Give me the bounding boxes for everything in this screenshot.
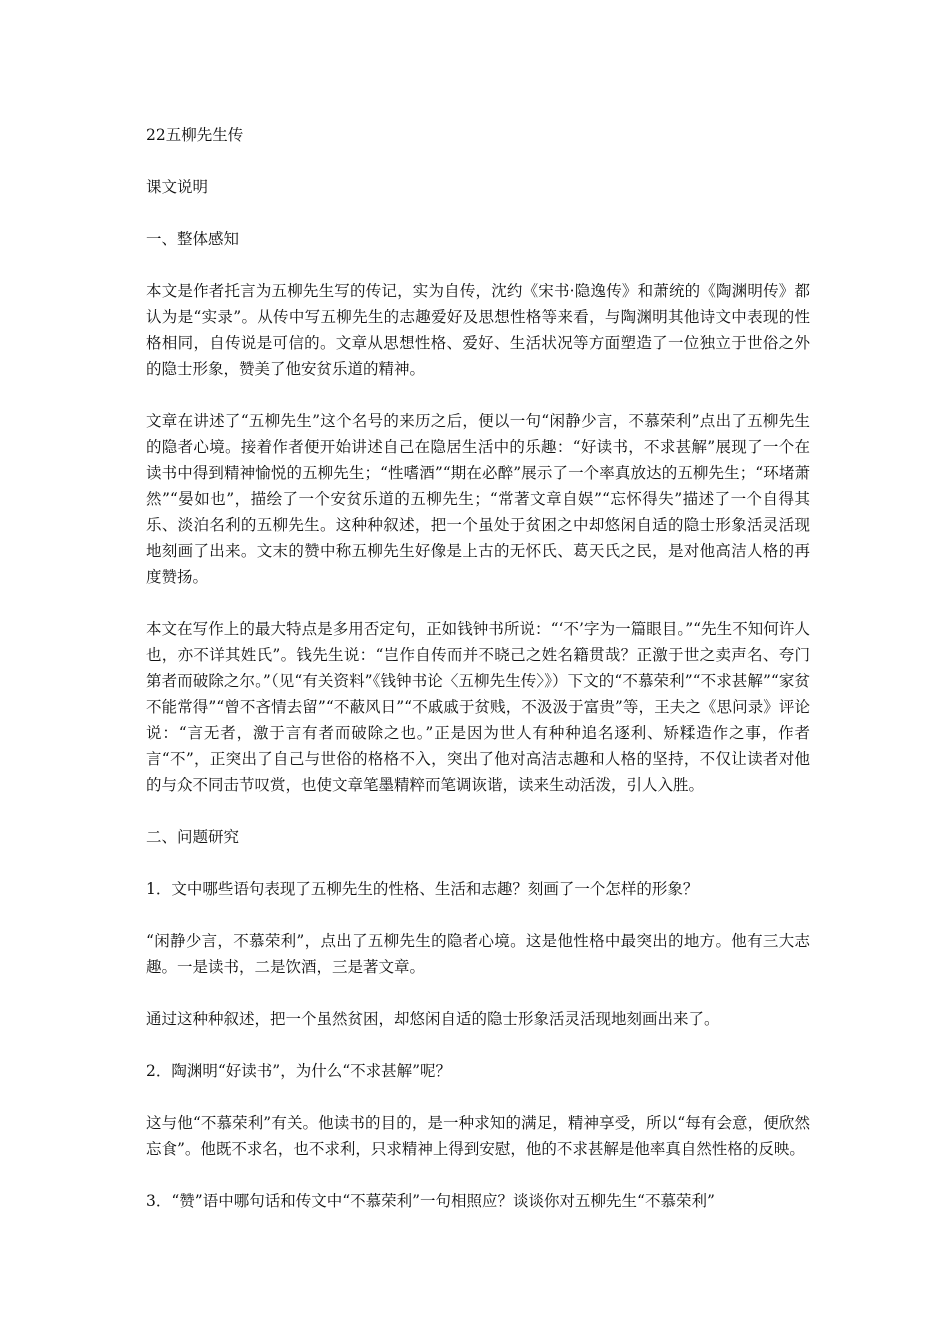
section-label: 课文说明 bbox=[146, 178, 209, 196]
paragraph: 文章在讲述了“五柳先生”这个名号的来历之后，便以一句“闲静少言，不慕荣利”点出了五柳先生的隐者心境。接着作者便开始讲述自己在隐居生活中的乐趣：“好读书，不求甚解”展现了一个在读书中得到精神愉悦的五柳先生；“性嗜酒”“期在必醉”展示了一个率真放达的五柳先生；“环堵萧然”“晏如也”，描绘了一个安贫乐道的五柳先生；“常著文章自娱”“忘怀得失”描述了一个自得其乐、淡泊名利的五柳先生。这种种叙述，把一个虽处于贫困之中却悠闲自适的隐士形象活灵活现地刻画了出来。文末的赞中称五柳先生好像是上古的无怀氏、葛天氏之民，是对他高洁人格的再度赞扬。 bbox=[146, 412, 810, 586]
answer: “闲静少言，不慕荣利”，点出了五柳先生的隐者心境。这是他性格中最突出的地方。他有三大志趣。一是读书，二是饮酒，三是著文章。 bbox=[146, 932, 810, 976]
question: 2．陶渊明“好读书”，为什么“不求甚解”呢？ bbox=[146, 1062, 452, 1080]
paragraph: 本文在写作上的最大特点是多用否定句，正如钱钟书所说：“‘不’字为一篇眼目。”“先生不知何许人也，亦不详其姓氏”。钱先生说：“岂作自传而并不晓己之姓名籍贯哉？正激于世之卖声名、夸门第者而破除之尔。”（见“有关资料”《钱钟书论〈五柳先生传〉》）下文的“不慕荣利”“不求甚解”“家贫不能常得”“曾不吝情去留”“不蔽风日”“不戚戚于贫贱，不汲汲于富贵”等，王夫之《思问录》评论说：“言无者，激于言有者而破除之也。”正是因为世人有种种追名逐利、矫糅造作之事，作者言“不”，正突出了自己与世俗的格格不入，突出了他对高洁志趣和人格的坚持，不仅让读者对他的与众不同击节叹赏，也使文章笔墨精粹而笔调诙谐，读来生动活泼，引人入胜。 bbox=[146, 620, 810, 794]
paragraph: 本文是作者托言为五柳先生写的传记，实为自传，沈约《宋书·隐逸传》和萧统的《陶渊明传》都认为是“实录”。从传中写五柳先生的志趣爱好及思想性格等来看，与陶渊明其他诗文中表现的性格相同，自传说是可信的。文章从思想性格、爱好、生活状况等方面塑造了一位独立于世俗之外的隐士形象，赞美了他安贫乐道的精神。 bbox=[146, 282, 810, 378]
document-title: 22五柳先生传 bbox=[146, 126, 244, 144]
part2-heading: 二、问题研究 bbox=[146, 828, 240, 846]
part1-heading: 一、整体感知 bbox=[146, 230, 240, 248]
answer: 通过这种种叙述，把一个虽然贫困，却悠闲自适的隐士形象活灵活现地刻画出来了。 bbox=[146, 1010, 720, 1028]
answer: 这与他“不慕荣利”有关。他读书的目的，是一种求知的满足，精神享受，所以“每有会意，便欣然忘食”。他既不求名，也不求利，只求精神上得到安慰，他的不求甚解是他率真自然性格的反映。 bbox=[146, 1114, 810, 1158]
question: 3．“赞”语中哪句话和传文中“不慕荣利”一句相照应？谈谈你对五柳先生“不慕荣利” bbox=[146, 1192, 715, 1210]
question: 1．文中哪些语句表现了五柳先生的性格、生活和志趣？刻画了一个怎样的形象？ bbox=[146, 880, 699, 898]
document-page bbox=[146, 122, 810, 1240]
